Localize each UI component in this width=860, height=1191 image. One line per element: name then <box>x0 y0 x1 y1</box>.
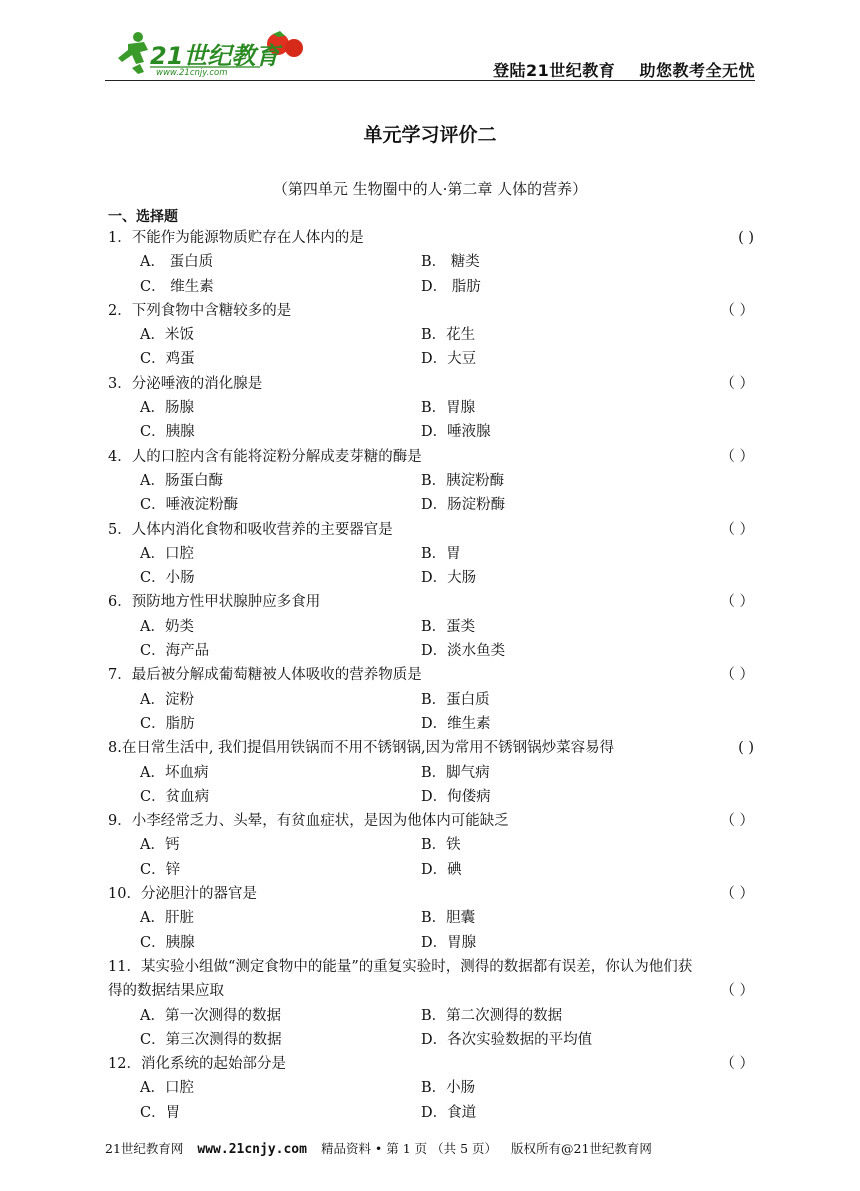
footer-site-link[interactable]: www.21cnjy.com <box>197 1142 307 1157</box>
option-c[interactable]: C．第三次测得的数据 <box>140 1031 282 1048</box>
question-number: 4． <box>108 448 132 465</box>
option-b[interactable]: B．蛋类 <box>421 618 476 635</box>
footer-left: 21世纪教育网 <box>105 1141 184 1156</box>
answer-blank[interactable]: （ ） <box>720 594 754 611</box>
question-text-continued: 得的数据结果应取 <box>108 983 224 1000</box>
question-stem <box>108 663 422 687</box>
question-stem-line <box>108 299 756 323</box>
question-stem <box>108 882 257 906</box>
option-d[interactable]: D．肠淀粉酶 <box>421 497 506 514</box>
option-a[interactable]: A．淀粉 <box>140 691 194 708</box>
question-item <box>108 809 756 882</box>
option-a[interactable]: A．奶类 <box>140 618 194 635</box>
question-list <box>108 226 756 1125</box>
option-d[interactable]: D．维生素 <box>421 715 491 732</box>
page-subtitle: （第四单元 生物圈中的人·第二章 人体的营养） <box>272 180 588 198</box>
question-number: 10． <box>108 886 141 903</box>
option-c[interactable]: C．胰腺 <box>140 934 195 951</box>
option-row <box>108 250 756 274</box>
question-text: 某实验小组做“测定食物中的能量”的重复实验时，测得的数据都有误差，你认为他们获 <box>140 958 693 975</box>
question-number: 6． <box>108 594 132 611</box>
option-d[interactable]: D．唾液腺 <box>421 424 491 441</box>
question-text: 人的口腔内含有能将淀粉分解成麦芽糖的酶是 <box>131 448 422 465</box>
page-title: 单元学习评价二 <box>363 124 497 146</box>
question-text: 在日常生活中, 我们提倡用铁锅而不用不锈钢锅,因为常用不锈钢锅炒菜容易得 <box>121 740 615 757</box>
option-row <box>108 323 756 347</box>
option-a[interactable]: A．第一次测得的数据 <box>140 1007 281 1024</box>
option-row <box>108 1101 756 1125</box>
option-row <box>108 615 756 639</box>
answer-blank[interactable]: （ ） <box>720 1056 754 1073</box>
question-stem <box>108 809 509 833</box>
running-figure-icon <box>118 32 148 74</box>
option-b[interactable]: B．胃腺 <box>421 400 476 417</box>
option-d[interactable]: D．淡水鱼类 <box>421 643 506 660</box>
option-d[interactable]: D．食道 <box>421 1104 477 1121</box>
question-number: 9． <box>108 813 132 830</box>
option-c[interactable]: C．海产品 <box>140 643 210 660</box>
option-c[interactable]: C．鸡蛋 <box>140 351 195 368</box>
question-stem-line <box>108 736 756 760</box>
question-item <box>108 955 756 1052</box>
question-item <box>108 882 756 955</box>
logo-url: www.21cnjy.com <box>156 68 228 78</box>
question-stem-line <box>108 663 756 687</box>
option-row <box>108 833 756 857</box>
option-a[interactable]: A．口腔 <box>140 545 194 562</box>
option-c[interactable]: C．小肠 <box>140 570 195 587</box>
question-text: 消化系统的起始部分是 <box>140 1056 286 1073</box>
answer-blank[interactable]: （ ） <box>720 813 754 830</box>
option-row <box>108 493 756 517</box>
option-row <box>108 1028 756 1052</box>
option-row <box>108 639 756 663</box>
question-number: 1． <box>108 230 132 246</box>
question-stem-line <box>108 372 756 396</box>
option-row <box>108 1076 756 1100</box>
option-c[interactable]: C．脂肪 <box>140 715 195 732</box>
option-b[interactable]: B．胰淀粉酶 <box>421 472 505 489</box>
question-item <box>108 518 756 591</box>
option-d[interactable]: D．各次实验数据的平均值 <box>421 1031 593 1048</box>
question-text: 小李经常乏力、头晕，有贫血症状，是因为他体内可能缺乏 <box>131 813 509 830</box>
question-stem-line <box>108 518 756 542</box>
option-a[interactable]: A．肝脏 <box>140 910 194 927</box>
option-row <box>108 761 756 785</box>
question-item <box>108 299 756 372</box>
option-c[interactable]: C．贫血病 <box>140 788 210 805</box>
footer-copyright: 版权所有@21世纪教育网 <box>511 1141 652 1156</box>
question-stem <box>108 372 262 396</box>
option-b[interactable]: B．第二次测得的数据 <box>421 1007 563 1024</box>
option-d[interactable]: D．大豆 <box>421 351 477 368</box>
option-row <box>108 275 756 299</box>
page-footer <box>105 1139 755 1157</box>
option-a[interactable]: A．钙 <box>140 837 180 854</box>
option-d[interactable]: D．大肠 <box>421 570 477 587</box>
answer-blank[interactable]: （ ） <box>720 448 754 465</box>
option-c[interactable]: C．锌 <box>140 861 181 878</box>
option-b[interactable]: B．小肠 <box>421 1080 476 1097</box>
question-item <box>108 663 756 736</box>
option-d[interactable]: D．佝偻病 <box>421 788 491 805</box>
question-stem <box>108 590 320 614</box>
option-b[interactable]: B．胃 <box>421 545 461 562</box>
question-stem-line <box>108 1052 756 1076</box>
option-c[interactable]: C． 维生素 <box>140 278 214 295</box>
option-row <box>108 347 756 371</box>
option-row <box>108 906 756 930</box>
option-row <box>108 688 756 712</box>
option-a[interactable]: A．米饭 <box>140 327 194 344</box>
question-stem <box>108 518 393 542</box>
option-row <box>108 469 756 493</box>
option-row <box>108 931 756 955</box>
section-heading: 一、选择题 <box>108 209 178 225</box>
question-stem-line <box>108 955 756 979</box>
question-number: 7． <box>108 667 132 684</box>
question-stem <box>108 299 291 323</box>
page-header <box>105 28 755 80</box>
question-number: 11． <box>108 958 141 975</box>
option-a[interactable]: A．口腔 <box>140 1080 194 1097</box>
answer-blank[interactable]: （ ） <box>720 886 754 903</box>
question-stem-line <box>108 590 756 614</box>
question-number: 2． <box>108 302 132 319</box>
option-b[interactable]: B．铁 <box>421 837 461 854</box>
question-number: 5． <box>108 521 132 538</box>
option-b[interactable]: B．脚气病 <box>421 764 490 781</box>
answer-blank[interactable]: ( ) <box>738 740 754 757</box>
option-row <box>108 420 756 444</box>
option-d[interactable]: D．碘 <box>421 861 462 878</box>
question-stem <box>108 445 422 469</box>
question-item <box>108 1052 756 1125</box>
option-row <box>108 858 756 882</box>
option-row <box>108 566 756 590</box>
question-stem <box>108 1052 286 1076</box>
answer-blank[interactable]: ( ) <box>738 230 754 246</box>
site-logo <box>110 28 310 78</box>
question-text: 分泌胆汁的器官是 <box>140 886 257 903</box>
question-text: 最后被分解成葡萄糖被人体吸收的营养物质是 <box>131 667 422 684</box>
option-c[interactable]: C．唾液淀粉酶 <box>140 497 239 514</box>
option-a[interactable]: A．肠蛋白酶 <box>140 472 223 489</box>
question-stem <box>108 955 692 979</box>
answer-blank[interactable]: （ ） <box>720 375 754 392</box>
question-item <box>108 226 756 299</box>
option-row <box>108 785 756 809</box>
option-b[interactable]: B．胆囊 <box>421 910 476 927</box>
question-text: 下列食物中含糖较多的是 <box>131 302 292 319</box>
option-row <box>108 1004 756 1028</box>
option-row <box>108 542 756 566</box>
answer-blank[interactable]: （ ） <box>720 983 754 1000</box>
header-slogan: 登陆21世纪教育 助您教考全无忧 <box>492 61 755 80</box>
question-stem-line <box>108 445 756 469</box>
option-a[interactable]: A．坏血病 <box>140 764 209 781</box>
option-d[interactable]: D．胃腺 <box>421 934 477 951</box>
option-a[interactable]: A．肠腺 <box>140 400 194 417</box>
question-item <box>108 372 756 445</box>
option-c[interactable]: C．胃 <box>140 1104 181 1121</box>
option-c[interactable]: C．胰腺 <box>140 424 195 441</box>
question-stem <box>108 736 614 760</box>
question-item <box>108 736 756 809</box>
option-row <box>108 712 756 736</box>
answer-blank[interactable]: （ ） <box>720 302 754 319</box>
answer-blank[interactable]: （ ） <box>720 521 754 538</box>
question-item <box>108 445 756 518</box>
question-stem-line <box>108 226 756 250</box>
footer-page-info: 精品资料 • 第 1 页 （共 5 页） <box>320 1141 498 1156</box>
question-text: 预防地方性甲状腺肿应多食用 <box>131 594 321 611</box>
option-a[interactable]: A． 蛋白质 <box>140 254 214 271</box>
question-text: 人体内消化食物和吸收营养的主要器官是 <box>131 521 393 538</box>
header-divider <box>105 80 755 81</box>
answer-blank[interactable]: （ ） <box>720 667 754 684</box>
question-stem <box>108 226 364 250</box>
option-b[interactable]: B．蛋白质 <box>421 691 490 708</box>
question-text: 分泌唾液的消化腺是 <box>131 375 263 392</box>
question-number: 12． <box>108 1056 141 1073</box>
question-number: 8. <box>108 740 122 757</box>
question-stem-line <box>108 882 756 906</box>
option-b[interactable]: B．花生 <box>421 327 476 344</box>
question-stem-line <box>108 979 756 1003</box>
question-stem-line <box>108 809 756 833</box>
option-row <box>108 396 756 420</box>
question-item <box>108 590 756 663</box>
question-number: 3． <box>108 375 132 392</box>
option-b[interactable]: B． 糖类 <box>421 254 480 271</box>
option-d[interactable]: D． 脂肪 <box>421 278 481 295</box>
question-text: 不能作为能源物质贮存在人体内的是 <box>131 230 364 246</box>
logo-text: 21世纪教育 <box>150 42 280 70</box>
